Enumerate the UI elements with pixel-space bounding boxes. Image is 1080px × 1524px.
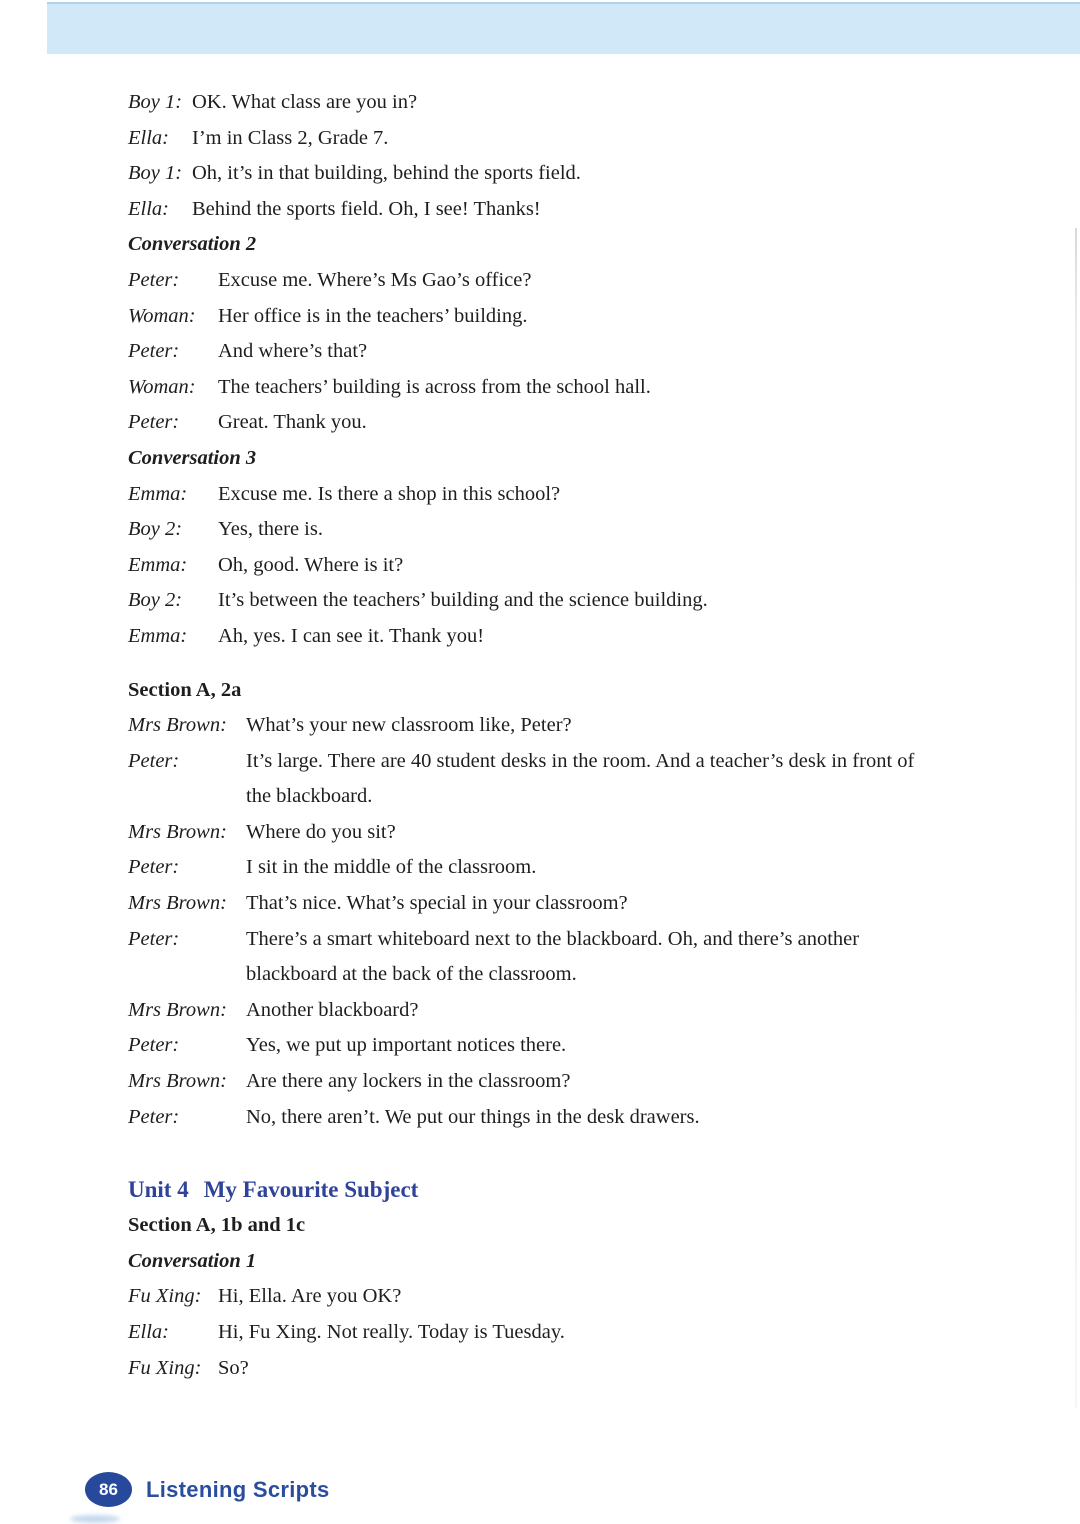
dialogue-text: the blackboard.	[246, 785, 373, 808]
dialogue-row	[128, 1028, 988, 1064]
dialogue-text: OK. What class are you in?	[192, 91, 418, 113]
speaker-label: Peter:	[128, 856, 180, 879]
dialogue-row	[128, 548, 988, 584]
speaker-label: Peter:	[128, 268, 180, 291]
conversation-heading: Conversation 1	[128, 1249, 257, 1272]
speaker-label: Fu Xing:	[128, 1285, 202, 1308]
dialogue-row	[128, 1279, 988, 1315]
dialogue-row	[128, 583, 988, 619]
dialogue-row	[128, 85, 988, 121]
dialogue-text: Another blackboard?	[246, 998, 419, 1021]
page-number-badge	[85, 1472, 132, 1507]
dialogue-block	[128, 1279, 988, 1386]
dialogue-block	[128, 477, 988, 655]
speaker-label: Peter:	[128, 411, 180, 434]
dialogue-text: No, there aren’t. We put our things in the desk drawers.	[246, 1105, 700, 1128]
speaker-label: Boy 1:	[128, 162, 183, 185]
speaker-label: Peter:	[128, 927, 180, 950]
page-number: 86	[99, 1479, 118, 1499]
dialogue-row	[128, 1100, 988, 1136]
speaker-label: Emma:	[128, 482, 188, 505]
dialogue-block	[128, 85, 988, 227]
speaker-label: Ella:	[128, 1321, 169, 1343]
dialogue-row	[128, 850, 988, 886]
dialogue-row	[128, 1064, 988, 1100]
dialogue-text: It’s between the teachers’ building and the science building.	[218, 589, 708, 612]
dialogue-text: What’s your new classroom like, Peter?	[246, 714, 572, 737]
speaker-label: Mrs Brown:	[128, 1070, 227, 1093]
dialogue-row	[128, 299, 988, 335]
speaker-label: Boy 2:	[128, 589, 183, 612]
dialogue-block	[128, 708, 988, 1135]
dialogue-text: blackboard at the back of the classroom.	[246, 963, 577, 986]
speaker-label: Mrs Brown:	[128, 998, 227, 1021]
speaker-label: Boy 2:	[128, 518, 183, 541]
speaker-label: Peter:	[128, 1034, 180, 1057]
speaker-label: Fu Xing:	[128, 1356, 202, 1379]
listening-scripts-page	[128, 85, 988, 1386]
dialogue-row	[128, 744, 988, 815]
speaker-label: Peter:	[128, 1105, 180, 1128]
dialogue-text: Yes, we put up important notices there.	[246, 1034, 567, 1057]
dialogue-text: Ah, yes. I can see it. Thank you!	[218, 624, 485, 647]
dialogue-row	[128, 993, 988, 1029]
footer-title: Listening Scripts	[146, 1476, 330, 1502]
dialogue-block	[128, 263, 988, 441]
dialogue-text: There’s a smart whiteboard next to the blackboard. Oh, and there’s another	[246, 927, 860, 950]
dialogue-row	[128, 708, 988, 744]
speaker-label: Mrs Brown:	[128, 714, 227, 737]
dialogue-row	[128, 1315, 988, 1351]
dialogue-row	[128, 192, 988, 228]
dialogue-row	[128, 886, 988, 922]
dialogue-row	[128, 405, 988, 441]
speaker-label: Mrs Brown:	[128, 892, 227, 915]
speaker-label: Boy 1:	[128, 91, 183, 113]
speaker-label: Mrs Brown:	[128, 820, 227, 843]
dialogue-row	[128, 815, 988, 851]
dialogue-row	[128, 156, 988, 192]
dialogue-text: That’s nice. What’s special in your classroom?	[246, 892, 628, 915]
dialogue-text: Oh, it’s in that building, behind the sports field.	[192, 162, 581, 185]
page-footer	[85, 1472, 330, 1507]
dialogue-row	[128, 334, 988, 370]
dialogue-text: Where do you sit?	[246, 820, 396, 843]
section-heading: Section A, 2a	[128, 678, 242, 701]
dialogue-row	[128, 477, 988, 513]
dialogue-text: Hi, Ella. Are you OK?	[218, 1285, 402, 1308]
speaker-label: Woman:	[128, 375, 196, 398]
dialogue-row	[128, 263, 988, 299]
dialogue-row	[128, 922, 988, 993]
dialogue-text: The teachers’ building is across from the school hall.	[218, 375, 651, 398]
dialogue-text: Her office is in the teachers’ building.	[218, 304, 528, 327]
unit-heading	[128, 1172, 988, 1208]
conversation-heading: Conversation 3	[128, 446, 257, 469]
dialogue-row	[128, 619, 988, 655]
dialogue-text: And where’s that?	[218, 340, 368, 363]
dialogue-text: Excuse me. Is there a shop in this school?	[218, 482, 561, 505]
speaker-label: Emma:	[128, 624, 188, 647]
dialogue-row	[128, 1351, 988, 1387]
dialogue-row	[128, 512, 988, 548]
speaker-label: Peter:	[128, 749, 180, 772]
dialogue-text: Great. Thank you.	[218, 411, 367, 434]
dialogue-text: Behind the sports field. Oh, I see! Thanks!	[192, 197, 541, 220]
dialogue-text: I’m in Class 2, Grade 7.	[192, 126, 389, 149]
speaker-label: Emma:	[128, 553, 188, 576]
unit-number: Unit 4	[128, 1177, 189, 1203]
footer-smudge-artifact	[70, 1515, 120, 1523]
speaker-label: Peter:	[128, 340, 180, 363]
dialogue-row	[128, 121, 988, 157]
dialogue-text: So?	[218, 1356, 249, 1379]
section-heading: Section A, 1b and 1c	[128, 1214, 306, 1237]
dialogue-text: Yes, there is.	[218, 518, 323, 541]
speaker-label: Woman:	[128, 304, 196, 327]
speaker-label: Ella:	[128, 197, 169, 220]
dialogue-text: I sit in the middle of the classroom.	[246, 856, 537, 879]
conversation-heading: Conversation 2	[128, 233, 257, 256]
dialogue-text: Hi, Fu Xing. Not really. Today is Tuesday.	[218, 1321, 565, 1343]
speaker-label: Ella:	[128, 126, 169, 149]
header-band	[47, 2, 1080, 54]
dialogue-text: Oh, good. Where is it?	[218, 553, 404, 576]
dialogue-row	[128, 370, 988, 406]
unit-title: My Favourite Subject	[203, 1177, 419, 1203]
page-edge-artifact	[1075, 228, 1077, 1408]
dialogue-text: Are there any lockers in the classroom?	[246, 1070, 571, 1093]
dialogue-text: Excuse me. Where’s Ms Gao’s office?	[218, 268, 532, 291]
dialogue-text: It’s large. There are 40 student desks in the room. And a teacher’s desk in front of	[246, 749, 915, 772]
